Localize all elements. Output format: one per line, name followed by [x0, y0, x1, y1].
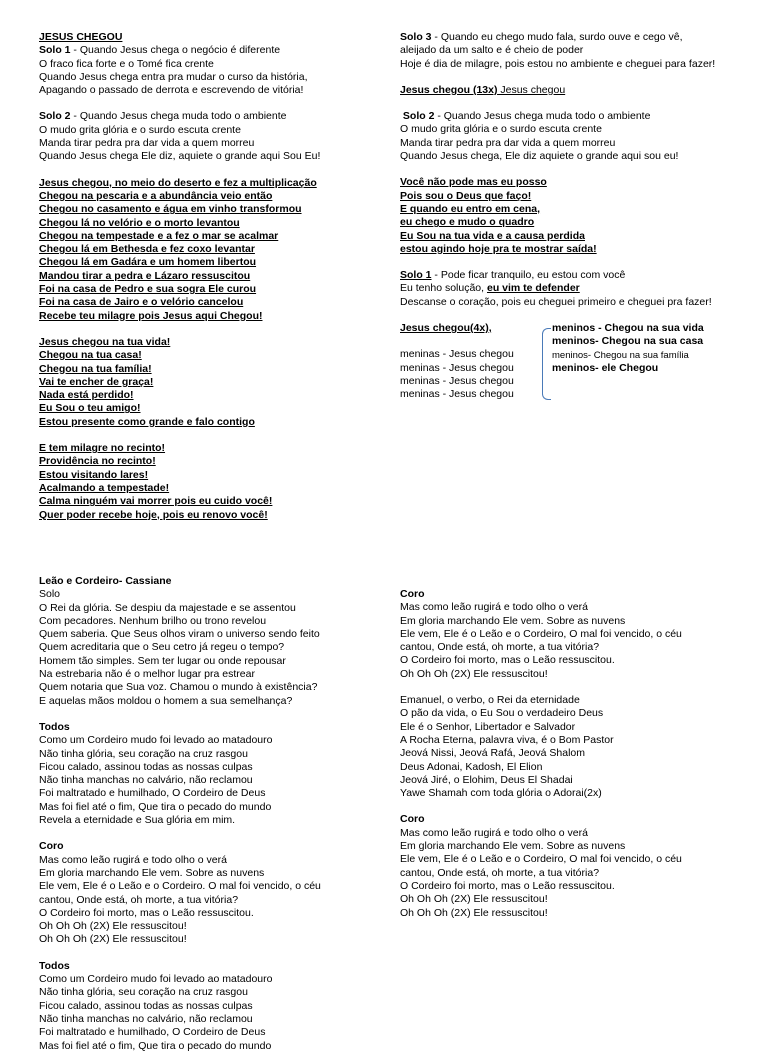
- lyric-line: Homem tão simples. Sem ter lugar ou onde repousar: [39, 654, 286, 667]
- meninos-line: meninos- Chegou na sua família: [552, 349, 689, 361]
- jesus-chegou-13x: [400, 84, 715, 97]
- solo3-label: Solo 3: [400, 31, 432, 43]
- song2-right-column: [400, 588, 682, 920]
- lyric-line: Com pecadores. Nenhum brilho ou trono revelou: [39, 614, 267, 627]
- lyric-line: Deus Adonai, Kadosh, El Elion: [400, 760, 543, 773]
- song2-left-column: [39, 575, 321, 1053]
- todos-section: [39, 960, 321, 1053]
- coro-section: [400, 588, 682, 681]
- meninos-line: meninos- Chegou na sua casa: [552, 335, 704, 348]
- solo1-label: Solo 1: [400, 269, 432, 282]
- lyric-line: Foi na casa de Jairo e o velório cancelou: [39, 296, 244, 309]
- lyric-line: O pão da vida, o Eu Sou o verdadeiro Deus: [400, 707, 604, 720]
- lyric-line: Calma ninguém vai morrer pois eu cuido você!: [39, 495, 273, 508]
- lyric-line: O mudo grita glória e o surdo escuta crente: [400, 123, 602, 136]
- lyric-line: Mandou tirar a pedra e Lázaro ressuscitou: [39, 269, 251, 282]
- lyric-line: Foi maltratado e humilhado, O Cordeiro de Deus: [39, 787, 266, 800]
- lyric-line: O Cordeiro foi morto, mas o Leão ressuscitou.: [400, 654, 615, 667]
- lyric-line: A Rocha Eterna, palavra viva, é o Bom Pastor: [400, 733, 614, 746]
- lyric-line: Em gloria marchando Ele vem. Sobre as nuvens: [400, 840, 626, 853]
- lyric-line: O fraco fica forte e o Tomé fica crente: [39, 57, 214, 70]
- solo2-label: Solo 2: [39, 110, 71, 123]
- meninos-label: meninos: [552, 322, 596, 335]
- solo2-repeat-section: [400, 110, 715, 163]
- lyric-line: Em gloria marchando Ele vem. Sobre as nuvens: [400, 614, 626, 627]
- lyric-line: Você não pode mas eu posso: [400, 176, 547, 189]
- lyric-line: Mas foi fiel até o fim, Que tira o pecado do mundo: [39, 1039, 272, 1052]
- lyric-line: Jeová Nissi, Jeová Rafá, Jeová Shalom: [400, 747, 586, 760]
- emanuel-section: [400, 694, 682, 800]
- solo3-first-line: - Quando eu chego mudo fala, surdo ouve e cego vê,: [431, 31, 683, 43]
- lyric-line: Mas como leão rugirá e todo olho o verá: [400, 826, 588, 839]
- lyric-line: Quando Jesus chega Ele diz, aquiete o grande aqui Sou Eu!: [39, 150, 321, 163]
- coro-section: [400, 813, 682, 919]
- meninas-line: meninas - Jesus chegou: [400, 348, 514, 361]
- lyric-line: O Cordeiro foi morto, mas o Leão ressuscitou.: [39, 906, 254, 919]
- song1-left-column: [39, 31, 320, 535]
- lyric-line: O mudo grita glória e o surdo escuta crente: [39, 123, 241, 136]
- lyric-line: Estou visitando lares!: [39, 468, 149, 481]
- coro-section: [39, 840, 321, 946]
- lyric-line: Emanuel, o verbo, o Rei da eternidade: [400, 694, 580, 707]
- lyric-emphasis: eu vim te defender: [486, 282, 580, 295]
- solo1-first-line: - Pode ficar tranquilo, eu estou com você: [431, 269, 626, 282]
- lyric-line: Chegou lá em Gadára e um homem libertou: [39, 256, 257, 269]
- lyric-line: Revela a eternidade e Sua glória em mim.: [39, 814, 236, 827]
- lyric-line: eu chego e mudo o quadro: [400, 216, 535, 229]
- lyric-line: Não tinha glória, seu coração na cruz rasgou: [39, 747, 248, 760]
- lyric-line: Chegou lá no velório e o morto levantou: [39, 216, 240, 229]
- lyric-line: Ele vem, Ele é o Leão e o Cordeiro, O mal foi vencido, o céu: [400, 627, 682, 640]
- solo2-first-line: - Quando Jesus chega muda todo o ambiente: [434, 110, 651, 123]
- lyric-line: E tem milagre no recinto!: [39, 442, 166, 455]
- lyric-line: estou agindo hoje pra te mostrar saída!: [400, 242, 597, 255]
- solo-section: [39, 588, 321, 708]
- lyric-line: Mas foi fiel até o fim, Que tira o pecado do mundo: [39, 800, 272, 813]
- lyric-line: Ele é o Senhor, Libertador e Salvador: [400, 720, 576, 733]
- lyric-line: E aquelas mãos moldou o homem a sua semelhança?: [39, 694, 293, 707]
- solo1-label: Solo 1: [39, 44, 71, 57]
- solo2-label: Solo 2: [402, 110, 435, 123]
- section-label: Todos: [39, 959, 70, 972]
- lyric-line: Quem acreditaria que o Seu cetro já regeu o tempo?: [39, 641, 285, 654]
- lyric-line: Jesus chegou, no meio do deserto e fez a multiplicação: [39, 176, 317, 189]
- lyric-line: Eu Sou na tua vida e a causa perdida: [400, 229, 585, 242]
- lyric-line: Hoje é dia de milagre, pois estou no ambiente e cheguei para fazer!: [400, 57, 716, 70]
- lyric-line: Eu Sou o teu amigo!: [39, 402, 141, 415]
- lyric-line: Chegou na pescaria e a abundância veio então: [39, 189, 273, 202]
- milagre-block: [39, 442, 320, 522]
- lyric-line: Ficou calado, assinou todas as nossas culpas: [39, 760, 253, 773]
- jesus-chegou-4x: Jesus chegou(4x),: [400, 322, 492, 335]
- lyric-line: Quem saberia. Que Seus olhos viram o universo sendo feito: [39, 628, 320, 641]
- lyric-line: Mas como leão rugirá e todo olho o verá: [400, 601, 588, 614]
- lyric-line: E quando eu entro em cena,: [400, 202, 541, 215]
- lyric-line: Quem notaria que Sua voz. Chamou o mundo à existência?: [39, 681, 318, 694]
- lyric-line: Oh Oh Oh (2X) Ele ressuscitou!: [400, 906, 548, 919]
- lyric-line: Foi maltratado e humilhado, O Cordeiro de Deus: [39, 1026, 266, 1039]
- meninos-line: - Chegou na sua vida: [595, 322, 704, 335]
- lyric-line: Manda tirar pedra pra dar vida a quem morreu: [400, 136, 616, 149]
- lyric-line: Jeová Jiré, o Elohim, Deus El Shadai: [400, 773, 573, 786]
- lyric-line: Pois sou o Deus que faço!: [400, 189, 532, 202]
- bracket-divider: [542, 328, 551, 400]
- section-label: Coro: [39, 840, 64, 853]
- lyric-line: Não tinha manchas no calvário, não reclamou: [39, 1012, 253, 1025]
- lyric-line: O Cordeiro foi morto, mas o Leão ressuscitou.: [400, 879, 615, 892]
- lyric-line: Não tinha manchas no calvário, não reclamou: [39, 774, 253, 787]
- lyric-line: Quer poder recebe hoje, pois eu renovo você!: [39, 508, 268, 521]
- lyric-line: Recebe teu milagre pois Jesus aqui Chegou!: [39, 309, 263, 322]
- lyric-line: Como um Cordeiro mudo foi levado ao matadouro: [39, 973, 273, 986]
- song1-right-column: [400, 31, 715, 402]
- solo3-section: [400, 31, 715, 71]
- lyric-line: Chegou na tua casa!: [39, 349, 142, 362]
- lyric-line: Mas como leão rugirá e todo olho o verá: [39, 853, 227, 866]
- jesus-chegou-13x-label: Jesus chegou (13x): [400, 83, 498, 96]
- lyric-line: Não tinha glória, seu coração na cruz rasgou: [39, 986, 248, 999]
- jesus-chegou-13x-rest: Jesus chegou: [497, 83, 566, 96]
- solo1-section: [39, 44, 320, 97]
- meninas-line: meninas - Jesus chegou: [400, 388, 514, 401]
- lyric-line: Quando Jesus chega, Ele diz aquiete o grande aqui sou eu!: [400, 150, 679, 163]
- lyric-line: Ficou calado, assinou todas as nossas culpas: [39, 999, 253, 1012]
- todos-section: [39, 721, 321, 827]
- lyric-line: aleijado da um salto e é cheio de poder: [400, 44, 584, 57]
- section-label: Coro: [400, 588, 425, 600]
- lyric-line: O Rei da glória. Se despiu da majestade e se assentou: [39, 601, 296, 614]
- song-title: JESUS CHEGOU: [39, 31, 123, 43]
- lyric-line: cantou, Onde está, oh morte, a tua vitória?: [39, 893, 239, 906]
- lyric-line: Vai te encher de graça!: [39, 375, 154, 388]
- lyric-line: Nada está perdido!: [39, 389, 134, 402]
- lyric-line: Jesus chegou na tua vida!: [39, 335, 171, 348]
- lyric-line: Acalmando a tempestade!: [39, 481, 170, 494]
- lyric-line: Estou presente como grande e falo contigo: [39, 415, 255, 428]
- lyric-line: Apagando o passado de derrota e escrevendo de vitória!: [39, 84, 304, 97]
- lyric-line: Oh Oh Oh (2X) Ele ressuscitou!: [39, 933, 187, 946]
- lyric-line: Ele vem, Ele é o Leão e o Cordeiro, O mal foi vencido, o céu: [400, 853, 682, 866]
- lyric-line: Oh Oh Oh (2X) Ele ressuscitou!: [39, 920, 187, 933]
- lyric-line: cantou, Onde está, oh morte, a tua vitória?: [400, 641, 600, 654]
- solo1-first-line: - Quando Jesus chega o negócio é diferente: [70, 44, 281, 57]
- section-label: Coro: [400, 813, 425, 826]
- meninas-line: meninas - Jesus chegou: [400, 374, 514, 387]
- lyric-line: Yawe Shamah com toda glória o Adorai(2x): [400, 787, 602, 800]
- section-label: Todos: [39, 720, 70, 733]
- lyric-line: Eu tenho solução,: [400, 282, 487, 295]
- lyric-line: Foi na casa de Pedro e sua sogra Ele curou: [39, 283, 257, 296]
- lyric-line: Chegou na tempestade e a fez o mar se acalmar: [39, 229, 279, 242]
- meninas-meninos-block: [400, 322, 715, 402]
- tua-vida-block: [39, 336, 320, 429]
- lyric-line: Chegou lá em Bethesda e fez coxo levantar: [39, 243, 255, 256]
- section-label: Solo: [39, 588, 61, 601]
- lyric-line: cantou, Onde está, oh morte, a tua vitória?: [400, 866, 600, 879]
- solo2-first-line: - Quando Jesus chega muda todo o ambiente: [70, 110, 287, 123]
- meninas-line: meninas - Jesus chegou: [400, 361, 514, 374]
- solo1-repeat-section: [400, 269, 715, 309]
- lyric-line: Oh Oh Oh (2X) Ele ressuscitou!: [400, 667, 548, 680]
- lyric-line: Chegou no casamento e água em vinho transformou: [39, 203, 302, 216]
- voce-nao-pode-block: [400, 176, 715, 256]
- lyric-line: Descanse o coração, pois eu cheguei primeiro e cheguei pra fazer!: [400, 295, 712, 308]
- lyric-line: Chegou na tua família!: [39, 362, 152, 375]
- lyric-line: Manda tirar pedra pra dar vida a quem morreu: [39, 137, 255, 150]
- lyric-line: Na estrebaria não é o melhor lugar pra estrear: [39, 668, 255, 681]
- lyric-line: Como um Cordeiro mudo foi levado ao matadouro: [39, 734, 273, 747]
- solo2-section: [39, 110, 320, 163]
- lyric-line: Providência no recinto!: [39, 455, 156, 468]
- chegou-block: [39, 177, 320, 323]
- lyric-line: Quando Jesus chega entra pra mudar o curso da história,: [39, 70, 308, 83]
- lyric-line: Oh Oh Oh (2X) Ele ressuscitou!: [400, 893, 548, 906]
- lyric-line: Em gloria marchando Ele vem. Sobre as nuvens: [39, 866, 265, 879]
- lyric-line: Ele vem, Ele é o Leão e o Cordeiro. O mal foi vencido, o céu: [39, 880, 321, 893]
- song-title: Leão e Cordeiro- Cassiane: [39, 575, 172, 587]
- meninos-line: meninos- ele Chegou: [552, 361, 659, 374]
